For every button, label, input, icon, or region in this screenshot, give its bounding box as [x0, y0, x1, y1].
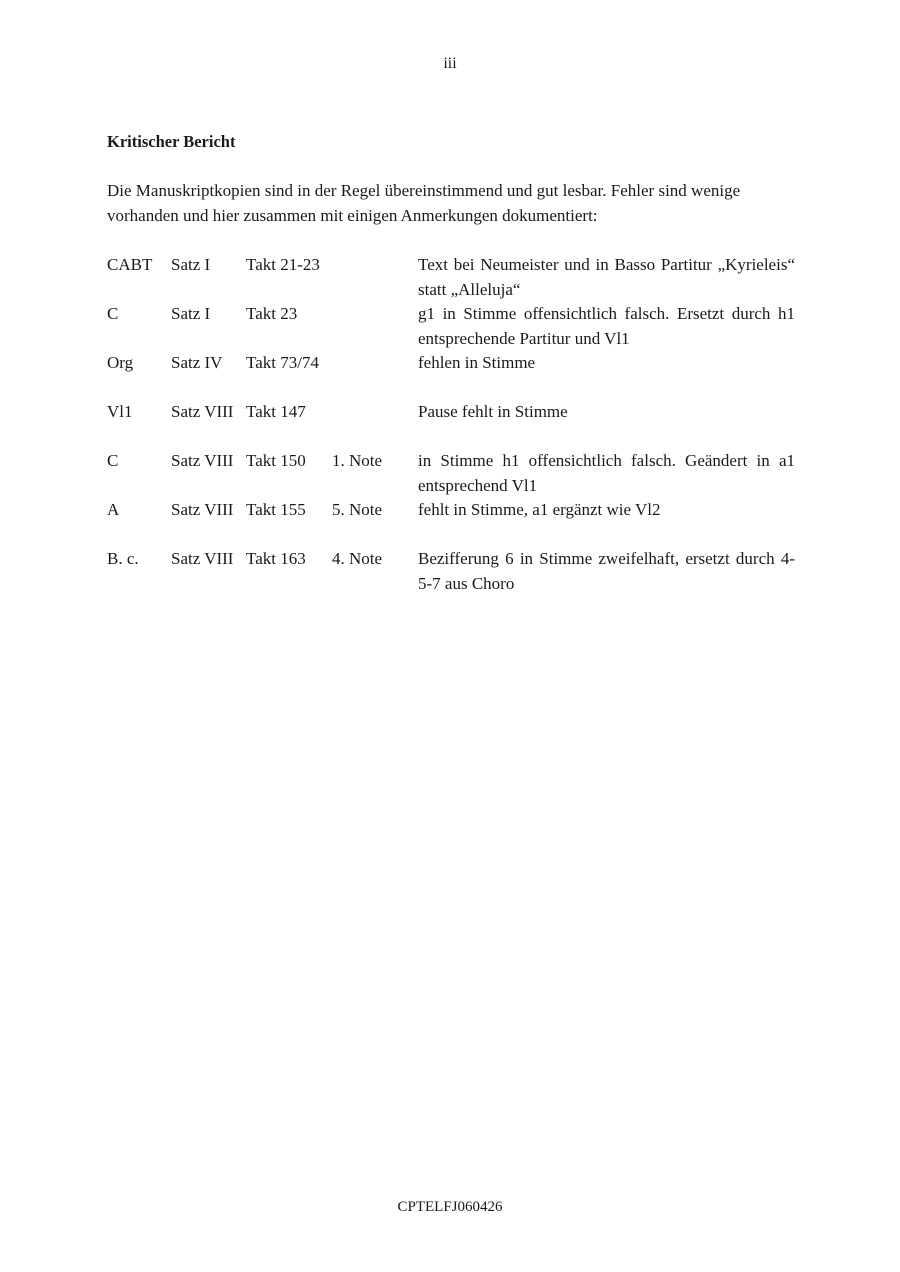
satz-cell: Satz I	[171, 255, 211, 274]
comment-cell: Pause fehlt in Stimme	[418, 402, 568, 421]
voice-cell: C	[107, 451, 119, 470]
voice-cell: C	[107, 304, 119, 323]
takt-cell: Takt 73/74	[246, 353, 319, 372]
report-row	[107, 351, 795, 400]
document-code: CPTELFJ060426	[397, 1199, 503, 1215]
takt-cell: Takt 23	[246, 304, 298, 323]
report-row	[107, 400, 795, 449]
takt-cell: Takt 150	[246, 451, 306, 470]
note-cell: 4. Note	[332, 549, 383, 568]
comment-cell: in Stimme h1 offensichtlich falsch. Geändert in a1 entsprechend Vl1	[418, 451, 795, 495]
satz-cell: Satz VIII	[171, 549, 234, 568]
comment-cell: fehlen in Stimme	[418, 353, 536, 372]
voice-cell: Org	[107, 353, 134, 372]
takt-cell: Takt 163	[246, 549, 306, 568]
note-cell: 1. Note	[332, 451, 383, 470]
satz-cell: Satz VIII	[171, 500, 234, 519]
voice-cell: A	[107, 500, 120, 519]
critical-report-table	[107, 253, 795, 596]
voice-cell: Vl1	[107, 402, 133, 421]
satz-cell: Satz I	[171, 304, 211, 323]
takt-cell: Takt 147	[246, 402, 306, 421]
comment-cell: Bezifferung 6 in Stimme zweifelhaft, ersetzt durch 4-5-7 aus Choro	[418, 549, 795, 593]
note-cell: 5. Note	[332, 500, 383, 519]
satz-cell: Satz VIII	[171, 451, 234, 470]
section-heading: Kritischer Bericht	[107, 132, 236, 151]
report-row	[107, 449, 795, 498]
report-row	[107, 498, 795, 547]
report-row	[107, 302, 795, 351]
takt-cell: Takt 155	[246, 500, 306, 519]
satz-cell: Satz VIII	[171, 402, 234, 421]
takt-cell: Takt 21-23	[246, 255, 320, 274]
comment-cell: Text bei Neumeister und in Basso Partitur „Kyrieleis“ statt „Alleluja“	[418, 255, 795, 299]
report-row	[107, 253, 795, 302]
voice-cell: CABT	[107, 255, 153, 274]
comment-cell: fehlt in Stimme, a1 ergänzt wie Vl2	[418, 500, 661, 519]
report-row	[107, 547, 795, 596]
satz-cell: Satz IV	[171, 353, 223, 372]
comment-cell: g1 in Stimme offensichtlich falsch. Ersetzt durch h1 entsprechende Partitur und Vl1	[418, 304, 795, 348]
page-number: iii	[443, 55, 457, 72]
intro-paragraph: Die Manuskriptkopien sind in der Regel übereinstimmend und gut lesbar. Fehler sind wenige vorhanden und hier zusammen mit einigen Anmerkungen dokumentiert:	[107, 181, 741, 225]
voice-cell: B. c.	[107, 549, 139, 568]
